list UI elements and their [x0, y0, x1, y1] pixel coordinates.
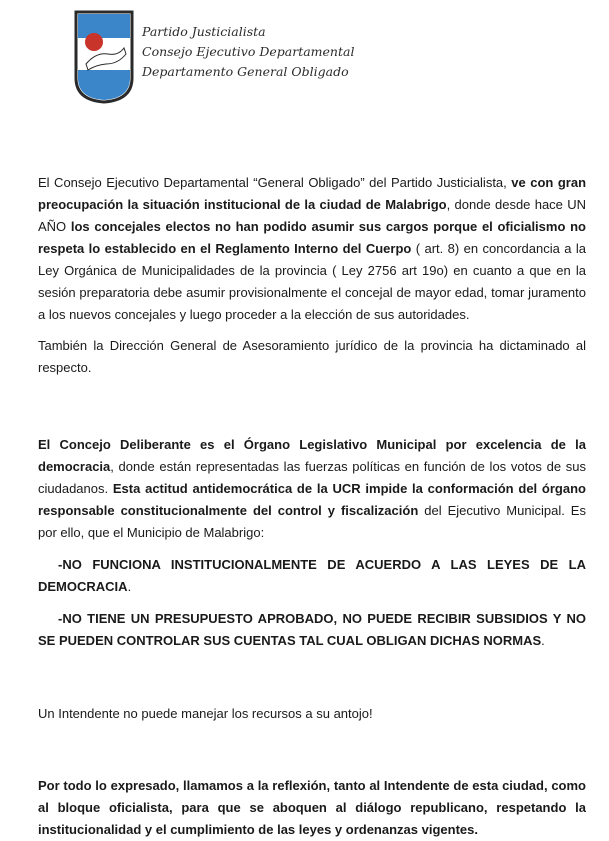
text-run: . [127, 579, 132, 594]
bold-text-run: ve con gran preocupación la situación institucional de la ciudad de Malabrigo [38, 175, 587, 212]
bold-text-run: -NO TIENE UN PRESUPUESTO APROBADO, NO PUEDE RECIBIR SUBSIDIOS Y NO SE PUEDEN CONTROLAR SUS CUENTAS TAL CUAL OBLIGAN DICHAS NORMAS [38, 611, 586, 648]
paragraph-closing [38, 775, 586, 841]
text-run: Un Intendente no puede manejar los recursos a su antojo! [38, 706, 373, 721]
text-run: . [541, 633, 545, 648]
department-name: Departamento General Obligado [142, 64, 349, 79]
bold-text-run: Esta actitud antidemocrática de la UCR impide la conformación del órgano responsable constitucionalmente del control y fiscalización [38, 481, 586, 518]
party-name: Partido Justicialista [142, 24, 266, 39]
point-no-funciona [38, 554, 586, 598]
text-run: También la Dirección General de Asesoramiento jurídico de la provincia ha dictaminado al respecto. [38, 338, 586, 375]
organization-name [142, 22, 354, 82]
letterhead [72, 8, 472, 108]
paragraph-situation [38, 172, 586, 326]
paragraph-legal-opinion [38, 335, 586, 379]
bold-text-run: Por todo lo expresado, llamamos a la reflexión, tanto al Intendente de esta ciudad, como al bloque oficialista, para que se aboquen al diálogo republicano, respetando la institucionalidad y el cumplimiento de las leyes y ordenanzas vigentes. [38, 778, 586, 837]
paragraph-intendente [38, 703, 586, 725]
council-name: Consejo Ejecutivo Departamental [142, 44, 355, 59]
bold-text-run: El Concejo Deliberante es el Órgano Legislativo Municipal por excelencia de la democracia [38, 437, 586, 474]
point-no-presupuesto [38, 608, 586, 652]
text-run: ( art. 8) en concordancia a la Ley Orgánica de Municipalidades de la provincia ( Ley 2756 art 19o) en cuanto a que en la sesión preparatoria debe asumir provisionalmente el concejal de mayor edad, tomar juramento a los nuevos concejales y luego proceder a la elección de sus autoridades. [38, 241, 586, 322]
text-run: del Ejecutivo Municipal. Es por ello, que el Municipio de Malabrigo: [38, 503, 586, 540]
pj-logo-icon [72, 8, 136, 104]
bold-text-run: -NO FUNCIONA INSTITUCIONALMENTE DE ACUERDO A LAS LEYES DE LA DEMOCRACIA [38, 557, 586, 594]
bold-text-run: los concejales electos no han podido asumir sus cargos porque el oficialismo no respeta lo establecido en el Reglamento Interno del Cuerpo [38, 219, 586, 256]
text-run: , donde desde hace UN AÑO [38, 197, 586, 234]
text-run: El Consejo Ejecutivo Departamental “General Obligado” del Partido Justicialista, [38, 175, 512, 190]
paragraph-concejo [38, 434, 586, 544]
letter-body [38, 172, 586, 841]
text-run: , donde están representadas las fuerzas políticas en función de los votos de sus ciudadanos. [38, 459, 586, 496]
